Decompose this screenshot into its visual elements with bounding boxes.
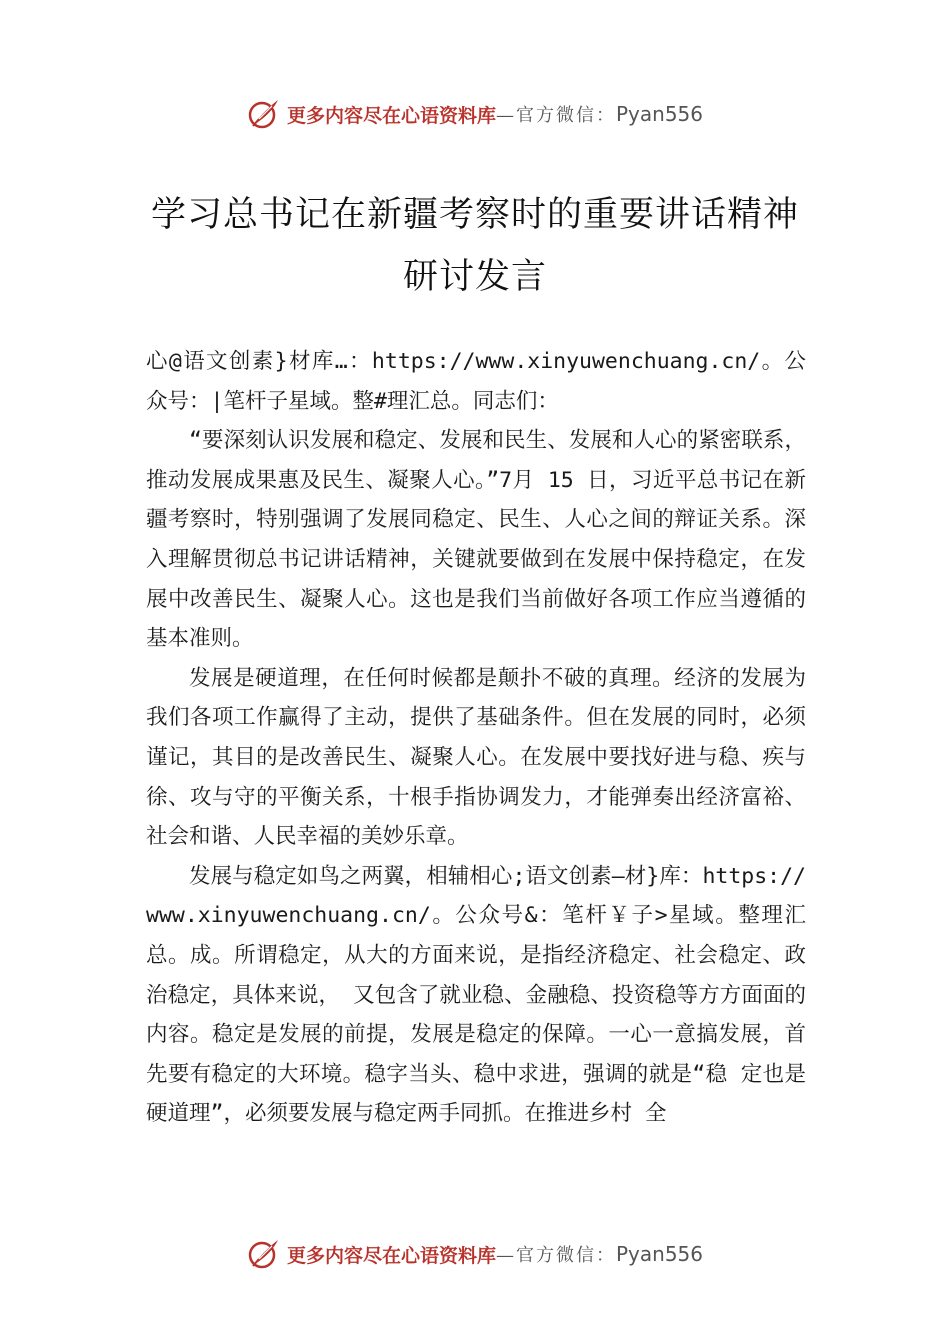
banner-wechat-label: —官方微信： bbox=[496, 1245, 616, 1266]
document-title bbox=[0, 184, 950, 308]
feather-pen-logo-icon bbox=[247, 97, 281, 131]
title-line-2: 研讨发言 bbox=[402, 257, 547, 297]
banner-wechat-id: Pyan556 bbox=[616, 102, 704, 126]
banner-site-name: 更多内容尽在心语资料库 bbox=[286, 1244, 496, 1267]
feather-pen-logo-icon bbox=[247, 1237, 281, 1271]
document-body bbox=[146, 342, 806, 1134]
header-banner bbox=[0, 92, 950, 136]
paragraph-intro: 心@语文创素}材库…：https://www.xinyuwenchuang.cn/。公众号：|笔杆子星域。整#理汇总。同志们： bbox=[146, 349, 806, 414]
footer-banner bbox=[0, 1232, 950, 1276]
title-line-1: 学习总书记在新疆考察时的重要讲话精神 bbox=[150, 195, 799, 235]
banner-site-name: 更多内容尽在心语资料库 bbox=[286, 104, 496, 127]
banner-wechat-label: —官方微信： bbox=[496, 105, 616, 126]
paragraph: 发展是硬道理，在任何时候都是颠扑不破的真理。经济的发展为我们各项工作赢得了主动，提供了基础条件。但在发展的同时，必须谨记，其目的是改善民生、凝聚人心。在发展中要找好进与稳、疾与徐、攻与守的平衡关系，十根手指协调发力，才能弹奏出经济富裕、社会和谐、人民幸福的美妙乐章。 bbox=[146, 665, 806, 850]
banner-wechat-id: Pyan556 bbox=[616, 1242, 704, 1266]
paragraph: “要深刻认识发展和稳定、发展和民生、发展和人心的紧密联系，推动发展成果惠及民生、凝聚人心。”7月 15 日，习近平总书记在新疆考察时，特别强调了发展同稳定、民生、人心之间的辩证关系。深入理解贯彻总书记讲话精神，关键就要做到在发展中保持稳定，在发展中改善民生、凝聚人心。这也是我们当前做好各项工作应当遵循的基本准则。 bbox=[146, 428, 806, 652]
paragraph: 发展与稳定如鸟之两翼，相辅相心;语文创素—材}库：https://www.xinyuwenchuang.cn/。公众号&：笔杆￥子>星域。整理汇总。成。所谓稳定，从大的方面来说，是指经济稳定、社会稳定、政治稳定，具体来说， 又包含了就业稳、金融稳、投资稳等方方面面的内容。稳定是发展的前提，发展是稳定的保障。一心一意搞发展，首先要有稳定的大环境。稳字当头、稳中求进，强调的就是“稳 定也是硬道理”，必须要发展与稳定两手同抓。在推进乡村 全 bbox=[146, 863, 806, 1127]
